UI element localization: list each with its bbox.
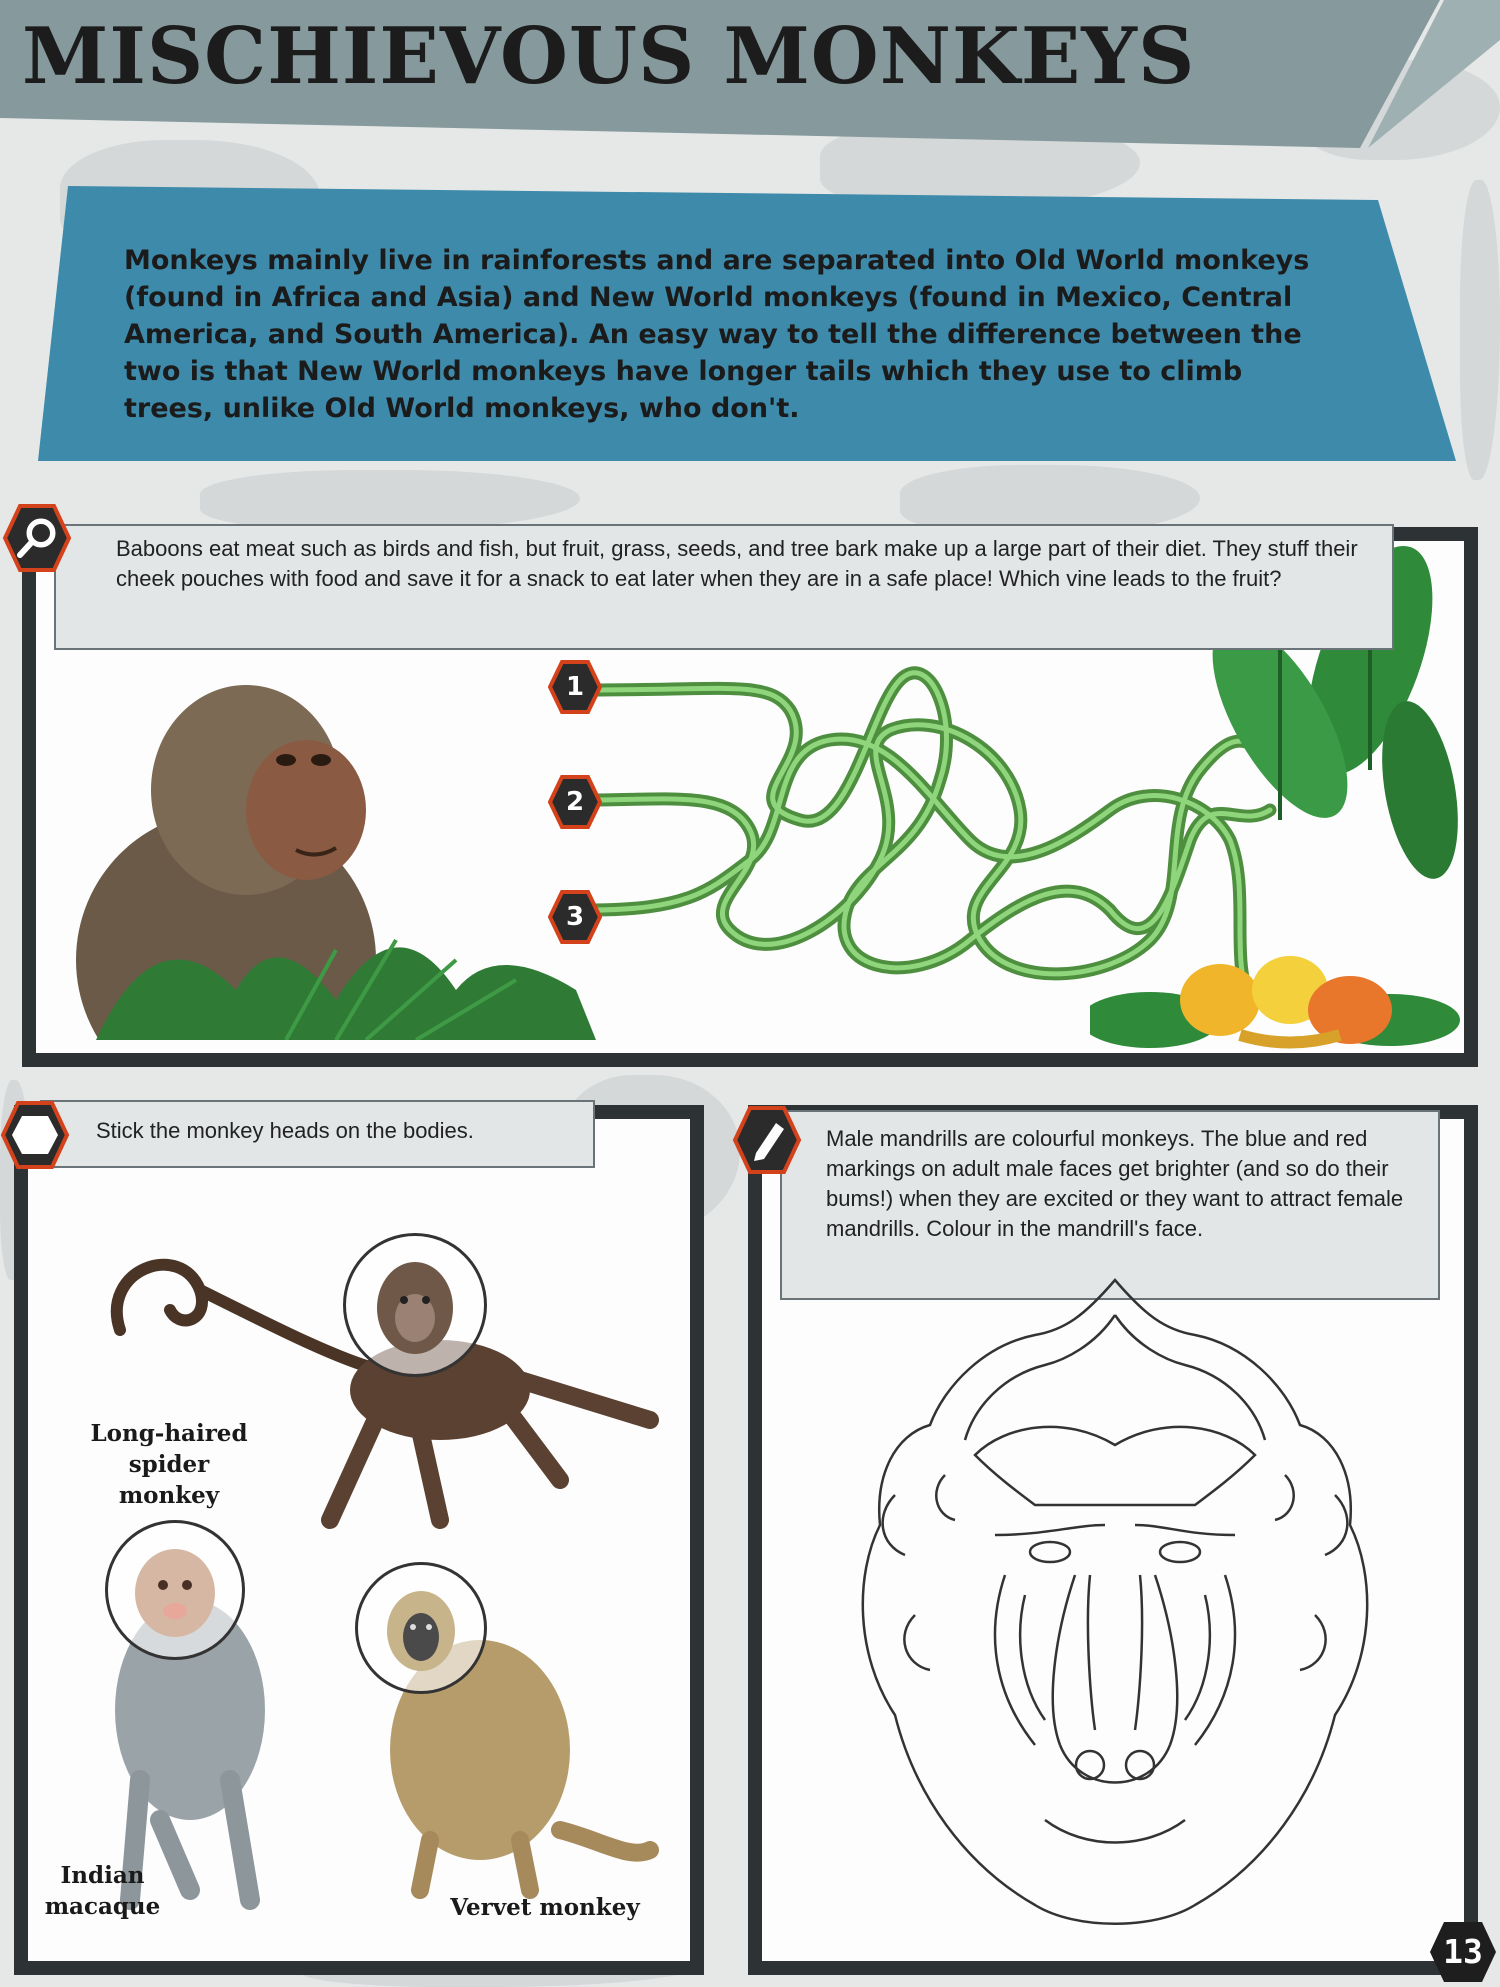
vine-number-2: 2 [565, 787, 585, 817]
magnifier-icon [2, 503, 72, 573]
sticker-caption-text: Stick the monkey heads on the bodies. [96, 1118, 474, 1143]
mandrill-face-outline[interactable] [835, 1275, 1395, 1935]
spider-head-sticker[interactable] [343, 1233, 487, 1377]
pencil-icon [732, 1105, 802, 1175]
title-band [0, 0, 1500, 118]
vervet-head-icon [358, 1565, 484, 1691]
maze-caption-text: Baboons eat meat such as birds and fish, but fruit, grass, seeds, and tree bark make up a large part of their diet. They stuff their cheek pouches with food and save it for a snack to eat later when they are in a safe place! Which vine leads to the fruit? [116, 536, 1358, 591]
page-number: 13 [1443, 1932, 1483, 1971]
colouring-caption-text: Male mandrills are colourful monkeys. The blue and red markings on adult male faces get brighter (and so do their bums!) when they are excited or they want to attract female mandrills. Colour in the mandrill's face. [826, 1126, 1404, 1241]
intro-panel [38, 186, 1458, 461]
macaque-label: Indian macaque [44, 1862, 161, 1920]
vine-number-1: 1 [565, 672, 585, 702]
intro-text: Monkeys mainly live in rainforests and are separated into Old World monkeys (found in Africa and Asia) and New World monkeys (found in Mexico, Central America, and South America). An easy way to tell the difference between the two is that New World monkeys have longer tails which they use to climb trees, unlike Old World monkeys, who don't. [124, 245, 1310, 424]
fruit-illustration [1090, 940, 1460, 1050]
vine-badge-3[interactable] [548, 890, 602, 944]
maze-caption [54, 524, 1394, 650]
spider-monkey-label: Long-haired spider monkey [90, 1420, 248, 1509]
colouring-caption [780, 1110, 1440, 1300]
vine-badge-2[interactable] [548, 775, 602, 829]
vervet-head-sticker[interactable] [355, 1562, 487, 1694]
macaque-head-icon [108, 1523, 242, 1657]
sticker-icon [0, 1100, 70, 1170]
macaque-head-sticker[interactable] [105, 1520, 245, 1660]
colouring-badge [732, 1105, 802, 1175]
sticker-badge [0, 1100, 70, 1170]
vervet-monkey-label: Vervet monkey [450, 1894, 640, 1921]
maze-badge [2, 503, 72, 573]
vine-badge-1[interactable] [548, 660, 602, 714]
sticker-caption [40, 1100, 595, 1168]
spider-head-icon [346, 1236, 484, 1374]
vine-number-3: 3 [565, 902, 585, 932]
page-title: MISCHIEVOUS MONKEYS [22, 11, 1196, 102]
